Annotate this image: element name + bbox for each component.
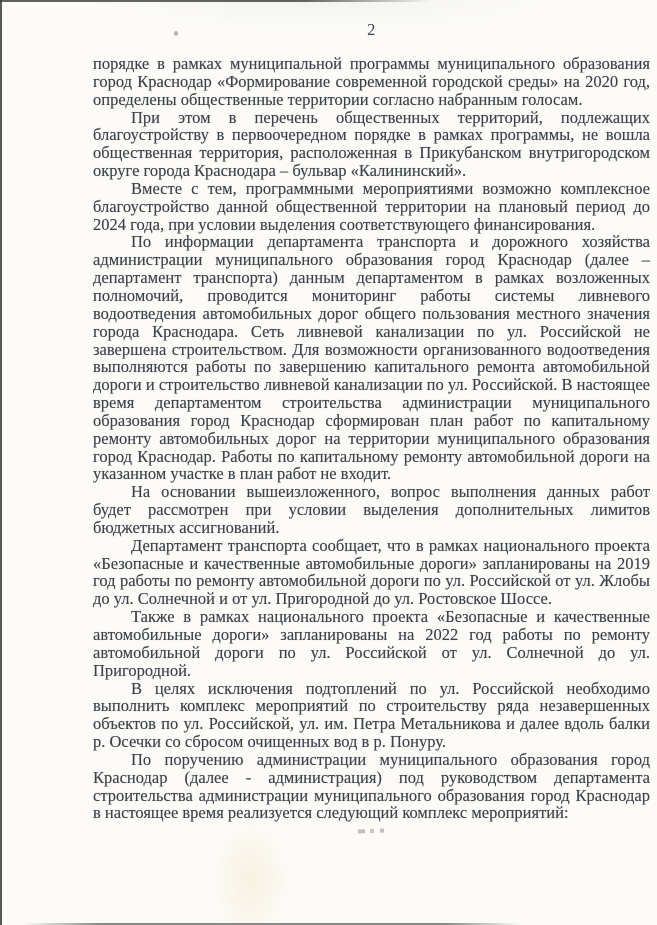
page-number: 2: [367, 20, 376, 39]
scan-edge-top: [0, 0, 432, 2]
paragraph: При этом в перечень общественных территорий, подлежащих благоустройству в первоочередном порядке в рамках программы, не вошла общественная территория, расположенная в Прикубанском внутригородском округе города Краснодара – бульвар «Калининский».: [93, 107, 650, 181]
paragraph: Департамент транспорта сообщает, что в рамках национального проекта «Безопасные и качественные автомобильные дороги» запланированы на 2019 год работы по ремонту автомобильной дороги по ул. Российской от ул. Жлобы до ул. Солнечной и от ул. Пригородной до ул. Ростовское Шоссе.: [93, 535, 650, 609]
paragraph-continuation: порядке в рамках муниципальной программы муниципального образования город Краснодар «Формирование современной городской среды» на 2020 год, определены общественные территории согласно набранным голосам.: [93, 54, 650, 109]
paragraph: В целях исключения подтоплений по ул. Российской необходимо выполнить комплекс мероприятий по строительству ряда незавершенных объектов по ул. Российской, ул. им. Петра Метальникова и далее вдоль балки р. Осечки со сбросом очищенных вод в р. Понуру.: [93, 678, 650, 752]
paragraph: Также в рамках национального проекта «Безопасные и качественные автомобильные дороги» запланированы на 2022 год работы по ремонту автомобильной дороги по ул. Российской от ул. Солнечной до ул. Пригородной.: [93, 607, 650, 680]
paragraph: Вместе с тем, программными мероприятиями возможно комплексное благоустройство данной общественной территории на плановый период до 2024 года, при условии выделения соответствующего финансирования.: [93, 178, 650, 234]
paragraph: По поручению администрации муниципального образования город Краснодар (далее - администрация) под руководством департамента строительства администрации муниципального образования город Краснодар в настоящее время реализуется следующий комплекс мероприятий:: [93, 749, 650, 823]
document-body: [93, 55, 650, 822]
scan-edge-left: [0, 0, 2, 925]
paragraph: По информации департамента транспорта и дорожного хозяйства администрации муниципального образования город Краснодар (далее – департамент транспорта) данным департаментом в рамках возложенных полномочий, проводится мониторинг работы системы ливневого водоотведения автомобильных дорог общего пользования местного значения города Краснодара. Сеть ливневой канализации по ул. Российской не завершена строительством. Для возможности организованного водоотведения выполняются работы по завершению капитального ремонта автомобильной дороги и строительство ливневой канализации по ул. Российской. В настоящее время департаментом строительства администрации муниципального образования город Краснодар сформирован план работ по капитальному ремонту автомобильных дорог на территории муниципального образования город Краснодар. Работы по капитальному ремонту автомобильной дороги на указанном участке в план работ не входит.: [93, 232, 650, 484]
paragraph: На основании вышеизложенного, вопрос выполнения данных работ будет рассмотрен при условии выделения дополнительных лимитов бюджетных ассигнований.: [93, 482, 650, 537]
pencil-mark: [358, 828, 388, 833]
